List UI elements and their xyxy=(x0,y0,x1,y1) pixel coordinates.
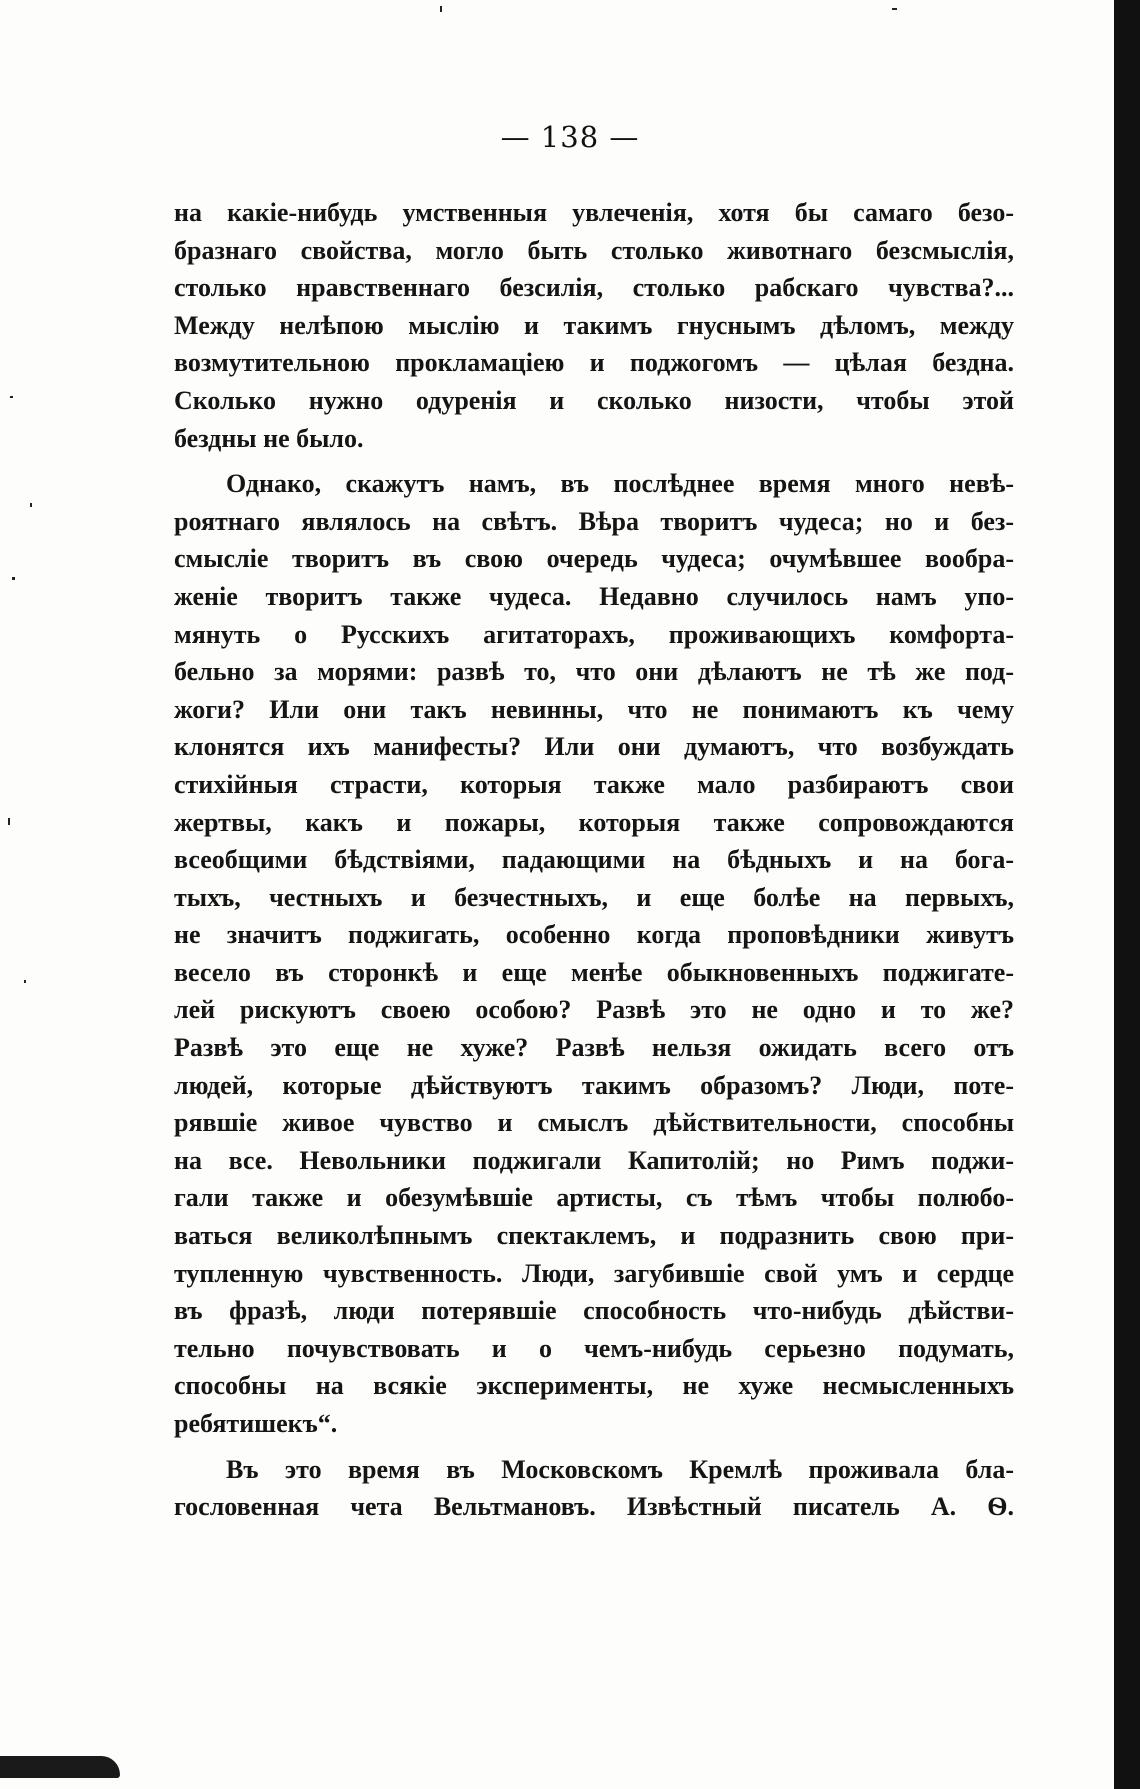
text-line: бездны не было. xyxy=(174,423,364,453)
text-line: бразнаго свойства, могло быть столько животнаго безсмыслія, xyxy=(174,235,1014,265)
text-line: тупленную чувственность. Люди, загубившіе свой умъ и сердце xyxy=(174,1258,1014,1288)
paragraph-gap xyxy=(174,457,1014,465)
text-line: въ фразѣ, люди потерявшіе способность что-нибудь дѣйстви- xyxy=(174,1296,1014,1326)
text-line: столько нравственнаго безсилія, столько рабскаго чувства?... xyxy=(174,273,1014,303)
text-line: Между нелѣпою мыслію и такимъ гнуснымъ дѣломъ, между xyxy=(174,310,1014,340)
text-line: возмутительною прокламаціею и поджогомъ — цѣлая бездна. xyxy=(174,348,1014,378)
scan-speck xyxy=(24,980,26,983)
text-line: жоги? Или они такъ невинны, что не понимаютъ къ чему xyxy=(174,694,1014,724)
text-line: смысліе творитъ въ свою очередь чудеса; очумѣвшее вообра- xyxy=(174,544,1014,574)
text-line: Сколько нужно одуренія и сколько низости, чтобы этой xyxy=(174,385,1014,415)
scan-page-edge xyxy=(1114,0,1140,1789)
text-line: ребятишекъ“. xyxy=(174,1409,338,1438)
text-line: весело въ сторонкѣ и еще менѣе обыкновенныхъ поджигате- xyxy=(174,957,1014,987)
text-line: не значитъ поджигать, особенно когда проповѣдники живутъ xyxy=(174,920,1014,950)
scan-speck xyxy=(12,577,15,580)
scan-speck xyxy=(30,503,32,507)
text-line: рявшіе живое чувство и смыслъ дѣйствительности, способны xyxy=(174,1108,1014,1138)
text-line: гали также и обезумѣвшіе артисты, съ тѣмъ чтобы полюбо- xyxy=(174,1183,1014,1213)
page-number: — 138 — xyxy=(500,120,640,154)
text-line: женіе творитъ также чудеса. Недавно случилось намъ упо- xyxy=(174,581,1014,611)
text-line: жертвы, какъ и пожары, которыя также сопровождаются xyxy=(174,807,1014,837)
scan-speck xyxy=(440,6,442,12)
text-line: Въ это время въ Московскомъ Кремлѣ проживала бла- xyxy=(226,1454,1014,1484)
body-text xyxy=(174,194,1014,1526)
text-line: людей, которые дѣйствуютъ такимъ образомъ? Люди, поте- xyxy=(174,1070,1014,1100)
text-line: мянуть о Русскихъ агитаторахъ, проживающихъ комфорта- xyxy=(174,619,1014,649)
text-line: клонятся ихъ манифесты? Или они думаютъ, что возбуждать xyxy=(174,732,1014,762)
text-line: всеобщими бѣдствіями, падающими на бѣдныхъ и на бога- xyxy=(174,845,1014,875)
text-line: роятнаго являлось на свѣтъ. Вѣра творитъ чудеса; но и без- xyxy=(174,506,1014,536)
scan-smudge xyxy=(0,1756,120,1778)
scan-speck xyxy=(10,396,13,398)
scan-speck xyxy=(892,8,897,10)
text-line: на все. Невольники поджигали Капитолій; но Римъ поджи- xyxy=(174,1145,1014,1175)
text-line: тельно почувствовать и о чемъ-нибудь серьезно подумать, xyxy=(174,1333,1014,1363)
text-line: лей рискуютъ своею особою? Развѣ это не одно и то же? xyxy=(174,995,1014,1025)
paragraph xyxy=(174,465,1014,1442)
text-line: способны на всякіе эксперименты, не хуже несмысленныхъ xyxy=(174,1371,1014,1401)
text-line: тыхъ, честныхъ и безчестныхъ, и еще болѣе на первыхъ, xyxy=(174,882,1014,912)
text-line: Однако, скажутъ намъ, въ послѣднее время много невѣ- xyxy=(226,469,1014,499)
paragraph-gap xyxy=(174,1443,1014,1451)
text-line: Развѣ это еще не хуже? Развѣ нельзя ожидать всего отъ xyxy=(174,1033,1014,1063)
text-line: ваться великолѣпнымъ спектаклемъ, и подразнить свою при- xyxy=(174,1221,1014,1251)
text-line: гословенная чета Вельтмановъ. Извѣстный писатель А. Ѳ. xyxy=(174,1492,1014,1522)
text-line: бельно за морями: развѣ то, что они дѣлаютъ не тѣ же под- xyxy=(174,657,1014,687)
paragraph xyxy=(174,194,1014,457)
paragraph xyxy=(174,1451,1014,1526)
scan-speck xyxy=(8,818,10,825)
text-line: на какіе-нибудь умственныя увлеченія, хотя бы самаго безо- xyxy=(174,198,1014,227)
text-line: стихійныя страсти, которыя также мало разбираютъ свои xyxy=(174,769,1014,799)
